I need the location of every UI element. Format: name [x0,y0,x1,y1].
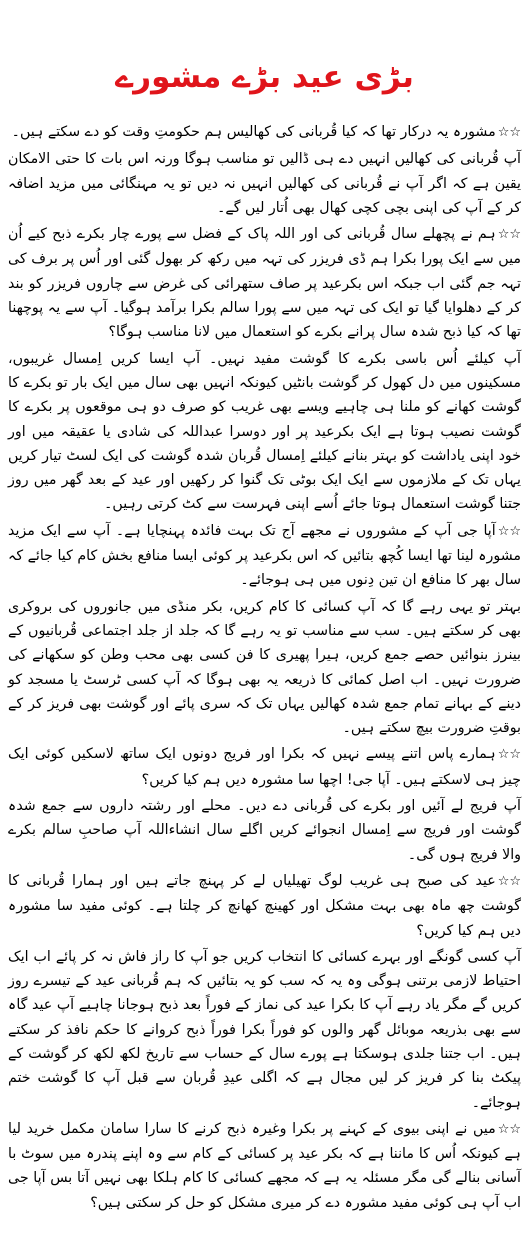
paragraph-text: آپ قُربانی کی کھالیں انہیں دے ہی ڈالیں تو مناسب ہوگا ورنہ اس بات کا حتی الامکان یقین ہے کہ اگر آپ نے قُربانی کی کھالیں انہیں نہ دیں تو یہ مہنگائی میں مزید اضافہ کر کے آپ کی اپنی بچی کچی کھال بھی اُتار لیں گے۔ [8,151,521,216]
star-bullet-icon: ☆☆ [497,523,521,539]
paragraph-text: میں نے اپنی بیوی کے کہنے پر بکرا وغیرہ ذبح کرنے کا سارا سامان مکمل خرید لیا ہے کیونکہ اُس کا ماننا ہے کہ بکر عید پر کسائی کے کام سے وہ اپنے پندرہ میں سوٹ با آسانی بنالے گی مگر مسئلہ یہ ہے کہ مجھے کسائی کا کام ہلکا بھی نہیں آتا بس آپا جی اب آپ ہی کوئی مفید مشورہ دے کر میری مشکل کو حل کر سکتی ہیں؟ [8,1120,521,1211]
page-title: بڑی عید بڑے مشورے [115,58,414,95]
star-bullet-icon: ☆☆ [497,1121,521,1137]
answer-paragraph [8,794,521,867]
question-paragraph [8,519,521,593]
question-paragraph [8,222,521,344]
paragraph-text: آپ فریج لے آئیں اور بکرے کی قُربانی دے دیں۔ محلے اور رشتہ داروں سے جمع شدہ گوشت اور فریج سے اِمسال انجوائے کریں اگلے سال انشاءاللہ آپ صاحبِ سالم بکرے والا فریج ہوں گی۔ [8,798,521,863]
paragraph-text: ہم نے پچھلے سال قُربانی کی اور اللہ پاک کے فضل سے پورے چار بکرے ذبح کیے اُن میں سے ایک پورا بکرا ہم ڈی فریزر کی تہہ میں رکھ کر بھول گئی اور اُس پر برف کی تہہ جم گئی اب جبکہ اس بکرعید پر صاف ستھرائی کی غرض سے چاروں فریزر کو بند کر کے دھلوایا گیا تو ایک کی تہہ میں سے پورا سالم بکرا برآمد ہوگیا۔ آپ سے یہ پوچھنا تھا کہ کیا ذبح شدہ سال پرانے بکرے کو استعمال میں لانا مناسب ہوگا؟ [8,226,521,341]
star-bullet-icon: ☆☆ [497,227,521,243]
question-paragraph [8,869,521,943]
paragraph-text: ہمارے پاس اتنے پیسے نہیں کہ بکرا اور فریج دونوں ایک ساتھ لاسکیں کوئی ایک چیز ہی لاسکتے ہیں۔ آپا جی! اچھا سا مشورہ دیں ہم کیا کریں؟ [8,746,521,788]
question-paragraph [8,742,521,792]
paragraph-text: آپ کسی گونگے اور بہرے کسائی کا انتخاب کریں جو آپ کا راز فاش نہ کر پائے اب ایک احتیاط لازمی برتنی ہوگی وہ یہ کہ سب کو یہ بتائیں کہ ہم قُربانی عید کے تیسرے روز کریں گے مگر یاد رہے آپ کا بکرا عید کی نماز کے فوراً بعد ذبح ہوجانا چاہیے آپ عید گاہ سے بھی بذریعہ موبائل گھر والوں کو فوراً بکرا فوراً ذبح کروانے کا حکم نافذ کر سکتے ہیں۔ اب جتنا جلدی ہوسکتا ہے پورے سال کے حساب سے تاریخ لکھ لکھ کر گوشت کے پیکٹ بنا کر فریز کر لیں مجال ہے کہ اگلی عیدِ قُربان سے قبل آپ کا گوشت ختم ہوجائے۔ [8,948,521,1111]
star-bullet-icon: ☆☆ [497,747,521,763]
article-body [8,120,521,1252]
paragraph-text: آپا جی آپ کے مشوروں نے مجھے آج تک بہت فائدہ پہنچایا ہے۔ آپ سے ایک مزید مشورہ لینا تھا ایسا کُچھ بتائیں کہ اس بکرعید پر کوئی ایسا منافع بخش کام کیا جائے کہ سال بھر کا منافع ان تین دِنوں میں ہی ہوجائے۔ [8,522,521,589]
star-bullet-icon: ☆☆ [497,125,521,140]
question-paragraph [8,120,521,145]
answer-paragraph [8,945,521,1115]
answer-paragraph [8,347,521,517]
paragraph-text: آپ کیلئے اُس باسی بکرے کا گوشت مفید نہیں۔ آپ ایسا کریں اِمسال غریبوں، مسکینوں میں دل کھول کر گوشت بانٹیں کیونکہ انہیں بھی سال میں ایک بار تو بکرے کا گوشت کھانے کو ملنا ہی چاہیے ویسے بھی غریب کو صرف دو ہی موقعوں پر بکرے کا گوشت نصیب ہوتا ہے ایک بکرعید پر اور دوسرا عبداللہ کی شادی یا عقیقہ میں اور خود اپنی یاداشت کو بہتر بنانے کیلئے اِمسال قُربان شدہ گوشت کی ایک لسٹ تیار کریں یہاں تک کے ملازموں سے ایک ایک بوٹی تک گنوا کر رکھیں اور عید کے بعد گھر میں روز جتنا گوشت استعمال ہوتا جائے اُسے اپنی فہرست سے کٹ کرتی رہیں۔ [8,350,521,513]
paragraph-text: بہتر تو یہی رہے گا کہ آپ کسائی کا کام کریں، بکر منڈی میں جانوروں کی بروکری بھی کر سکتے ہیں۔ سب سے مناسب تو یہ رہے گا کہ جلد از جلد اجتماعی قُربانیوں کے بینرز بنوائیں حصے جمع کریں، ہیرا پھیری کا فن کسی بھی محب وطن کو سکھانے کی ضرورت نہیں۔ اب اصل کمائی کا ذریعہ یہ بھی ہوگا کہ آپ کسی ٹرسٹ یا مسجد کو دینے کے بہانے تمام جمع شدہ کھالیں یہاں تک کہ سری پائے اور گوشت بھی فریز کر کے بوقتِ ضرورت بیچ سکتے ہیں۔ [8,598,521,737]
star-bullet-icon: ☆☆ [497,873,521,889]
answer-paragraph [8,595,521,741]
paragraph-text: عید کی صبح ہی غریب لوگ تھیلیاں لے کر پہنچ جاتے ہیں اور ہمارا قُربانی کا گوشت چھ ماہ بھی بہت مشکل اور کھینچ کھانچ کر چلتا ہے۔ کوئی مفید سا مشورہ دیں ہم کیا کریں؟ [8,872,521,939]
paragraph-text: مشورہ یہ درکار تھا کہ کیا قُربانی کی کھالیس ہم حکومتِ وقت کو دے سکتے ہیں۔ [11,124,496,140]
question-paragraph [8,1117,521,1215]
answer-paragraph [8,147,521,220]
